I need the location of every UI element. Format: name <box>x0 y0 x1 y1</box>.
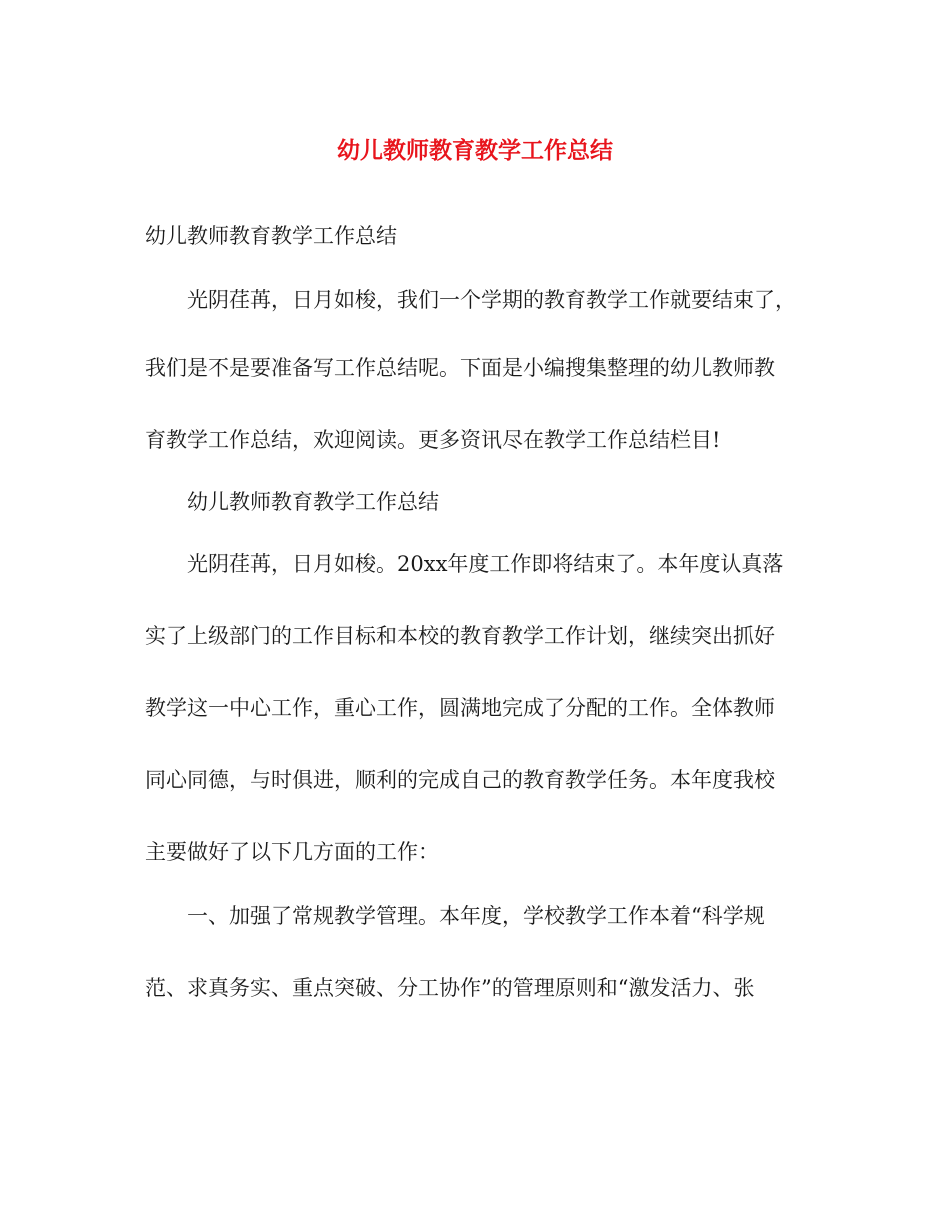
paragraph-2-line-4: 同心同德，与时俱进，顺利的完成自己的教育教学任务。本年度我校 <box>145 768 775 792</box>
paragraph-3-line-2: 范、求真务实、重点突破、分工协作”的管理原则和“激发活力、张 <box>145 976 755 1000</box>
document-title: 幼儿教师教育教学工作总结 <box>337 138 613 164</box>
paragraph-2-line-3: 教学这一中心工作，重心工作，圆满地完成了分配的工作。全体教师 <box>145 696 775 720</box>
paragraph-1-line-1: 光阴荏苒，日月如梭，我们一个学期的教育教学工作就要结束了， <box>187 288 796 312</box>
section-heading-line: 幼儿教师教育教学工作总结 <box>187 490 439 514</box>
paragraph-3-line-1: 一、加强了常规教学管理。本年度，学校教学工作本着“科学规 <box>187 904 765 928</box>
paragraph-1-line-2: 我们是不是要准备写工作总结呢。下面是小编搜集整理的幼儿教师教 <box>145 356 775 380</box>
paragraph-2-line-5: 主要做好了以下几方面的工作： <box>145 840 439 864</box>
paragraph-1-line-3: 育教学工作总结，欢迎阅读。更多资讯尽在教学工作总结栏目! <box>145 428 721 452</box>
subtitle-line: 幼儿教师教育教学工作总结 <box>145 224 397 248</box>
paragraph-2-line-1: 光阴荏苒，日月如梭。20xx年度工作即将结束了。本年度认真落 <box>187 552 784 576</box>
paragraph-2-line-2: 实了上级部门的工作目标和本校的教育教学工作计划，继续突出抓好 <box>145 624 775 648</box>
